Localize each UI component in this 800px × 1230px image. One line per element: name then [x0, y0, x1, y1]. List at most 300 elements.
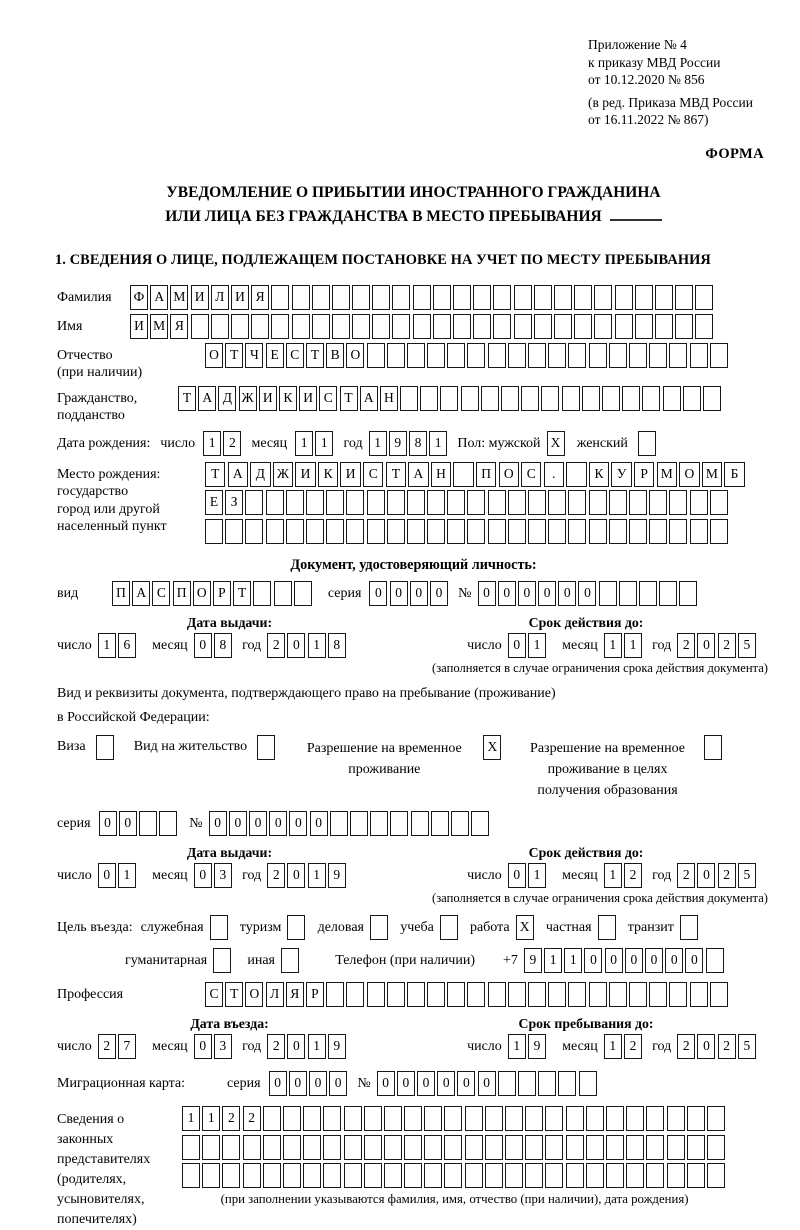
- char-cell[interactable]: С: [152, 581, 170, 606]
- char-cell[interactable]: [231, 314, 249, 339]
- char-cell[interactable]: [655, 285, 673, 310]
- purpose-humanitarian-checkbox[interactable]: [213, 948, 233, 973]
- char-cell[interactable]: [367, 982, 385, 1007]
- char-cell[interactable]: В: [326, 343, 344, 368]
- char-cell[interactable]: 0: [685, 948, 703, 973]
- char-cell[interactable]: Л: [266, 982, 284, 1007]
- char-cell[interactable]: [679, 581, 697, 606]
- char-cell[interactable]: 0: [310, 811, 328, 836]
- char-cell[interactable]: Т: [225, 982, 243, 1007]
- char-cell[interactable]: [629, 490, 647, 515]
- char-cell[interactable]: [447, 982, 465, 1007]
- char-cell[interactable]: [473, 314, 491, 339]
- char-cell[interactable]: [599, 581, 617, 606]
- char-cell[interactable]: Я: [170, 314, 188, 339]
- char-cell[interactable]: [568, 490, 586, 515]
- char-cell[interactable]: 0: [269, 811, 287, 836]
- char-cell[interactable]: К: [318, 462, 338, 487]
- char-cell[interactable]: [649, 490, 667, 515]
- char-cell[interactable]: [554, 314, 572, 339]
- char-cell[interactable]: Н: [431, 462, 451, 487]
- char-cell[interactable]: [629, 519, 647, 544]
- char-cell[interactable]: 1: [528, 633, 546, 658]
- char-cell[interactable]: [659, 581, 677, 606]
- char-cell[interactable]: [548, 982, 566, 1007]
- char-cell[interactable]: [461, 386, 479, 411]
- char-cell[interactable]: [485, 1163, 503, 1188]
- char-cell[interactable]: [646, 1135, 664, 1160]
- char-cell[interactable]: [574, 314, 592, 339]
- char-cell[interactable]: [444, 1106, 462, 1131]
- char-cell[interactable]: И: [340, 462, 360, 487]
- char-cell[interactable]: .: [544, 462, 564, 487]
- char-cell[interactable]: [332, 314, 350, 339]
- char-cell[interactable]: 1: [308, 1034, 326, 1059]
- char-cell[interactable]: 1: [508, 1034, 526, 1059]
- char-cell[interactable]: Ж: [273, 462, 293, 487]
- char-cell[interactable]: [488, 490, 506, 515]
- char-cell[interactable]: [501, 386, 519, 411]
- char-cell[interactable]: 9: [328, 1034, 346, 1059]
- char-cell[interactable]: [695, 314, 713, 339]
- char-cell[interactable]: [485, 1106, 503, 1131]
- char-cell[interactable]: 2: [677, 1034, 695, 1059]
- char-cell[interactable]: [306, 519, 324, 544]
- char-cell[interactable]: [545, 1163, 563, 1188]
- char-cell[interactable]: [488, 343, 506, 368]
- char-cell[interactable]: [589, 982, 607, 1007]
- char-cell[interactable]: [586, 1135, 604, 1160]
- char-cell[interactable]: 0: [584, 948, 602, 973]
- char-cell[interactable]: [508, 519, 526, 544]
- char-cell[interactable]: [528, 982, 546, 1007]
- char-cell[interactable]: 2: [624, 863, 642, 888]
- char-cell[interactable]: [638, 431, 656, 456]
- purpose-tourism-checkbox[interactable]: [287, 915, 307, 940]
- char-cell[interactable]: 0: [498, 581, 516, 606]
- char-cell[interactable]: 0: [625, 948, 643, 973]
- char-cell[interactable]: [514, 285, 532, 310]
- char-cell[interactable]: [639, 581, 657, 606]
- char-cell[interactable]: [566, 1106, 584, 1131]
- char-cell[interactable]: [467, 343, 485, 368]
- char-cell[interactable]: [548, 490, 566, 515]
- char-cell[interactable]: [687, 1106, 705, 1131]
- char-cell[interactable]: [609, 343, 627, 368]
- char-cell[interactable]: [306, 490, 324, 515]
- char-cell[interactable]: [139, 811, 157, 836]
- char-cell[interactable]: [622, 386, 640, 411]
- char-cell[interactable]: 1: [202, 1106, 220, 1131]
- char-cell[interactable]: [525, 1163, 543, 1188]
- char-cell[interactable]: [392, 314, 410, 339]
- char-cell[interactable]: [609, 519, 627, 544]
- char-cell[interactable]: [253, 581, 271, 606]
- char-cell[interactable]: [649, 343, 667, 368]
- char-cell[interactable]: [635, 314, 653, 339]
- char-cell[interactable]: [202, 1163, 220, 1188]
- char-cell[interactable]: [589, 490, 607, 515]
- char-cell[interactable]: [346, 490, 364, 515]
- sex-male-checkbox[interactable]: [547, 431, 567, 456]
- char-cell[interactable]: [447, 490, 465, 515]
- char-cell[interactable]: [191, 314, 209, 339]
- char-cell[interactable]: [424, 1106, 442, 1131]
- char-cell[interactable]: О: [679, 462, 699, 487]
- char-cell[interactable]: [407, 490, 425, 515]
- char-cell[interactable]: 1: [118, 863, 136, 888]
- char-cell[interactable]: [635, 285, 653, 310]
- char-cell[interactable]: [344, 1163, 362, 1188]
- char-cell[interactable]: 0: [287, 863, 305, 888]
- char-cell[interactable]: [326, 519, 344, 544]
- char-cell[interactable]: 0: [508, 863, 526, 888]
- char-cell[interactable]: [407, 519, 425, 544]
- char-cell[interactable]: [704, 735, 722, 760]
- char-cell[interactable]: 0: [377, 1071, 395, 1096]
- char-cell[interactable]: 0: [287, 633, 305, 658]
- char-cell[interactable]: [562, 386, 580, 411]
- char-cell[interactable]: 3: [214, 1034, 232, 1059]
- char-cell[interactable]: [649, 982, 667, 1007]
- char-cell[interactable]: [594, 285, 612, 310]
- char-cell[interactable]: 1: [98, 633, 116, 658]
- char-cell[interactable]: 0: [287, 1034, 305, 1059]
- char-cell[interactable]: 1: [604, 633, 622, 658]
- char-cell[interactable]: 9: [528, 1034, 546, 1059]
- char-cell[interactable]: 0: [645, 948, 663, 973]
- char-cell[interactable]: [404, 1163, 422, 1188]
- char-cell[interactable]: [505, 1163, 523, 1188]
- char-cell[interactable]: С: [363, 462, 383, 487]
- char-cell[interactable]: К: [589, 462, 609, 487]
- char-cell[interactable]: [586, 1163, 604, 1188]
- char-cell[interactable]: [257, 735, 275, 760]
- char-cell[interactable]: [629, 982, 647, 1007]
- char-cell[interactable]: [508, 343, 526, 368]
- char-cell[interactable]: Т: [205, 462, 225, 487]
- char-cell[interactable]: [427, 343, 445, 368]
- char-cell[interactable]: [534, 314, 552, 339]
- char-cell[interactable]: [609, 490, 627, 515]
- char-cell[interactable]: [690, 982, 708, 1007]
- char-cell[interactable]: [558, 1071, 576, 1096]
- char-cell[interactable]: П: [173, 581, 191, 606]
- char-cell[interactable]: [615, 314, 633, 339]
- char-cell[interactable]: [392, 285, 410, 310]
- char-cell[interactable]: [344, 1106, 362, 1131]
- char-cell[interactable]: [525, 1106, 543, 1131]
- char-cell[interactable]: 0: [417, 1071, 435, 1096]
- char-cell[interactable]: [404, 1106, 422, 1131]
- char-cell[interactable]: [431, 811, 449, 836]
- char-cell[interactable]: Я: [251, 285, 269, 310]
- char-cell[interactable]: [619, 581, 637, 606]
- char-cell[interactable]: [387, 343, 405, 368]
- char-cell[interactable]: [387, 490, 405, 515]
- char-cell[interactable]: 0: [249, 811, 267, 836]
- char-cell[interactable]: [286, 490, 304, 515]
- char-cell[interactable]: [703, 386, 721, 411]
- char-cell[interactable]: [202, 1135, 220, 1160]
- char-cell[interactable]: [594, 314, 612, 339]
- char-cell[interactable]: 0: [478, 581, 496, 606]
- char-cell[interactable]: Д: [250, 462, 270, 487]
- char-cell[interactable]: 0: [119, 811, 137, 836]
- char-cell[interactable]: [626, 1106, 644, 1131]
- char-cell[interactable]: 2: [267, 1034, 285, 1059]
- char-cell[interactable]: Я: [286, 982, 304, 1007]
- char-cell[interactable]: 0: [697, 863, 715, 888]
- char-cell[interactable]: 8: [409, 431, 427, 456]
- char-cell[interactable]: 9: [524, 948, 542, 973]
- char-cell[interactable]: 1: [295, 431, 313, 456]
- char-cell[interactable]: Ф: [130, 285, 148, 310]
- char-cell[interactable]: [568, 519, 586, 544]
- char-cell[interactable]: [493, 314, 511, 339]
- char-cell[interactable]: 0: [309, 1071, 327, 1096]
- char-cell[interactable]: Т: [225, 343, 243, 368]
- char-cell[interactable]: 2: [718, 1034, 736, 1059]
- char-cell[interactable]: 2: [98, 1034, 116, 1059]
- char-cell[interactable]: Т: [340, 386, 358, 411]
- char-cell[interactable]: [589, 519, 607, 544]
- char-cell[interactable]: [303, 1135, 321, 1160]
- char-cell[interactable]: [444, 1163, 462, 1188]
- char-cell[interactable]: [271, 285, 289, 310]
- char-cell[interactable]: 0: [605, 948, 623, 973]
- char-cell[interactable]: [283, 1163, 301, 1188]
- char-cell[interactable]: 2: [267, 633, 285, 658]
- char-cell[interactable]: [182, 1135, 200, 1160]
- char-cell[interactable]: [182, 1163, 200, 1188]
- char-cell[interactable]: [675, 285, 693, 310]
- char-cell[interactable]: 1: [308, 633, 326, 658]
- char-cell[interactable]: [384, 1106, 402, 1131]
- char-cell[interactable]: [404, 1135, 422, 1160]
- char-cell[interactable]: [326, 490, 344, 515]
- char-cell[interactable]: [579, 1071, 597, 1096]
- char-cell[interactable]: 0: [194, 1034, 212, 1059]
- char-cell[interactable]: [615, 285, 633, 310]
- char-cell[interactable]: [606, 1106, 624, 1131]
- char-cell[interactable]: [602, 386, 620, 411]
- char-cell[interactable]: [440, 915, 458, 940]
- char-cell[interactable]: [675, 314, 693, 339]
- char-cell[interactable]: [323, 1163, 341, 1188]
- char-cell[interactable]: 1: [544, 948, 562, 973]
- char-cell[interactable]: Ж: [239, 386, 257, 411]
- char-cell[interactable]: 0: [518, 581, 536, 606]
- char-cell[interactable]: [251, 314, 269, 339]
- char-cell[interactable]: [263, 1163, 281, 1188]
- char-cell[interactable]: И: [231, 285, 249, 310]
- char-cell[interactable]: 0: [478, 1071, 496, 1096]
- char-cell[interactable]: [566, 1163, 584, 1188]
- char-cell[interactable]: [420, 386, 438, 411]
- char-cell[interactable]: 0: [289, 811, 307, 836]
- char-cell[interactable]: 0: [430, 581, 448, 606]
- char-cell[interactable]: [245, 490, 263, 515]
- char-cell[interactable]: [413, 314, 431, 339]
- char-cell[interactable]: [367, 343, 385, 368]
- char-cell[interactable]: X: [483, 735, 501, 760]
- char-cell[interactable]: [690, 490, 708, 515]
- char-cell[interactable]: [566, 462, 586, 487]
- sex-female-checkbox[interactable]: [638, 431, 658, 456]
- char-cell[interactable]: 1: [182, 1106, 200, 1131]
- char-cell[interactable]: [407, 982, 425, 1007]
- char-cell[interactable]: [346, 519, 364, 544]
- char-cell[interactable]: [586, 1106, 604, 1131]
- char-cell[interactable]: [210, 915, 228, 940]
- char-cell[interactable]: 0: [269, 1071, 287, 1096]
- char-cell[interactable]: Н: [380, 386, 398, 411]
- char-cell[interactable]: [346, 982, 364, 1007]
- char-cell[interactable]: М: [150, 314, 168, 339]
- char-cell[interactable]: [453, 462, 473, 487]
- char-cell[interactable]: [465, 1163, 483, 1188]
- char-cell[interactable]: О: [193, 581, 211, 606]
- char-cell[interactable]: [364, 1163, 382, 1188]
- char-cell[interactable]: [263, 1135, 281, 1160]
- edu-residence-checkbox[interactable]: [704, 735, 724, 760]
- char-cell[interactable]: [545, 1106, 563, 1131]
- char-cell[interactable]: Е: [205, 490, 223, 515]
- char-cell[interactable]: 2: [718, 863, 736, 888]
- char-cell[interactable]: [642, 386, 660, 411]
- char-cell[interactable]: Ч: [245, 343, 263, 368]
- char-cell[interactable]: [387, 982, 405, 1007]
- char-cell[interactable]: [344, 1135, 362, 1160]
- char-cell[interactable]: [370, 811, 388, 836]
- char-cell[interactable]: [646, 1106, 664, 1131]
- char-cell[interactable]: 0: [697, 1034, 715, 1059]
- char-cell[interactable]: [649, 519, 667, 544]
- char-cell[interactable]: [667, 1163, 685, 1188]
- char-cell[interactable]: [427, 490, 445, 515]
- char-cell[interactable]: [471, 811, 489, 836]
- char-cell[interactable]: [205, 519, 223, 544]
- char-cell[interactable]: Т: [233, 581, 251, 606]
- char-cell[interactable]: М: [170, 285, 188, 310]
- char-cell[interactable]: [303, 1106, 321, 1131]
- char-cell[interactable]: 2: [222, 1106, 240, 1131]
- purpose-private-checkbox[interactable]: [598, 915, 618, 940]
- char-cell[interactable]: 2: [624, 1034, 642, 1059]
- purpose-other-checkbox[interactable]: [281, 948, 301, 973]
- char-cell[interactable]: [243, 1163, 261, 1188]
- char-cell[interactable]: П: [476, 462, 496, 487]
- char-cell[interactable]: [534, 285, 552, 310]
- char-cell[interactable]: [372, 285, 390, 310]
- char-cell[interactable]: [387, 519, 405, 544]
- char-cell[interactable]: [687, 1135, 705, 1160]
- char-cell[interactable]: [548, 343, 566, 368]
- char-cell[interactable]: 1: [429, 431, 447, 456]
- char-cell[interactable]: 3: [214, 863, 232, 888]
- char-cell[interactable]: [498, 1071, 516, 1096]
- char-cell[interactable]: 2: [677, 863, 695, 888]
- char-cell[interactable]: [364, 1106, 382, 1131]
- char-cell[interactable]: [274, 581, 292, 606]
- char-cell[interactable]: 1: [624, 633, 642, 658]
- char-cell[interactable]: О: [245, 982, 263, 1007]
- char-cell[interactable]: [669, 343, 687, 368]
- char-cell[interactable]: [271, 314, 289, 339]
- char-cell[interactable]: Р: [213, 581, 231, 606]
- char-cell[interactable]: Д: [218, 386, 236, 411]
- char-cell[interactable]: [667, 1135, 685, 1160]
- char-cell[interactable]: [663, 386, 681, 411]
- char-cell[interactable]: [312, 285, 330, 310]
- char-cell[interactable]: [407, 343, 425, 368]
- char-cell[interactable]: Т: [306, 343, 324, 368]
- char-cell[interactable]: П: [112, 581, 130, 606]
- char-cell[interactable]: [312, 314, 330, 339]
- char-cell[interactable]: [508, 490, 526, 515]
- char-cell[interactable]: А: [228, 462, 248, 487]
- char-cell[interactable]: [525, 1135, 543, 1160]
- char-cell[interactable]: 0: [390, 581, 408, 606]
- purpose-work-checkbox[interactable]: [516, 915, 536, 940]
- char-cell[interactable]: 0: [209, 811, 227, 836]
- char-cell[interactable]: [326, 982, 344, 1007]
- char-cell[interactable]: [447, 343, 465, 368]
- char-cell[interactable]: [367, 490, 385, 515]
- char-cell[interactable]: [96, 735, 114, 760]
- char-cell[interactable]: 0: [229, 811, 247, 836]
- char-cell[interactable]: [488, 982, 506, 1007]
- char-cell[interactable]: [283, 1135, 301, 1160]
- char-cell[interactable]: 9: [389, 431, 407, 456]
- char-cell[interactable]: 0: [508, 633, 526, 658]
- char-cell[interactable]: А: [360, 386, 378, 411]
- char-cell[interactable]: 7: [118, 1034, 136, 1059]
- char-cell[interactable]: [493, 285, 511, 310]
- char-cell[interactable]: Т: [386, 462, 406, 487]
- char-cell[interactable]: [626, 1163, 644, 1188]
- char-cell[interactable]: М: [657, 462, 677, 487]
- char-cell[interactable]: Л: [211, 285, 229, 310]
- char-cell[interactable]: [598, 915, 616, 940]
- char-cell[interactable]: [574, 285, 592, 310]
- char-cell[interactable]: [481, 386, 499, 411]
- char-cell[interactable]: Р: [306, 982, 324, 1007]
- char-cell[interactable]: [213, 948, 231, 973]
- char-cell[interactable]: 1: [203, 431, 221, 456]
- char-cell[interactable]: [281, 948, 299, 973]
- char-cell[interactable]: [283, 1106, 301, 1131]
- char-cell[interactable]: [427, 519, 445, 544]
- char-cell[interactable]: [467, 519, 485, 544]
- char-cell[interactable]: 0: [410, 581, 428, 606]
- char-cell[interactable]: [710, 343, 728, 368]
- char-cell[interactable]: [433, 314, 451, 339]
- char-cell[interactable]: [568, 343, 586, 368]
- char-cell[interactable]: 5: [738, 633, 756, 658]
- char-cell[interactable]: 1: [315, 431, 333, 456]
- char-cell[interactable]: [488, 519, 506, 544]
- char-cell[interactable]: [465, 1106, 483, 1131]
- char-cell[interactable]: [582, 386, 600, 411]
- char-cell[interactable]: 6: [118, 633, 136, 658]
- char-cell[interactable]: [352, 314, 370, 339]
- char-cell[interactable]: 0: [329, 1071, 347, 1096]
- char-cell[interactable]: 0: [397, 1071, 415, 1096]
- visa-checkbox[interactable]: [96, 735, 116, 760]
- char-cell[interactable]: [505, 1135, 523, 1160]
